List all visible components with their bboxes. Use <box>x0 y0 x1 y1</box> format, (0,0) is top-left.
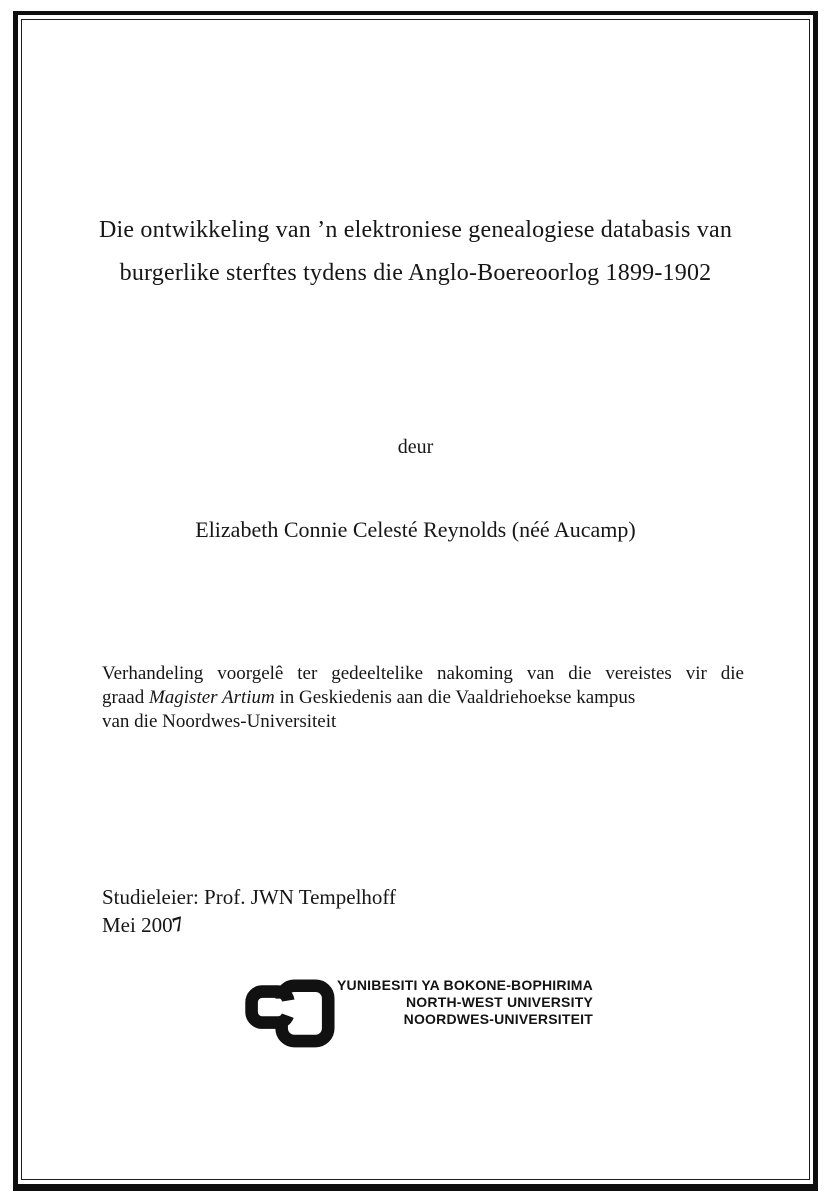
degree-statement-line2 <box>102 686 744 710</box>
degree-statement-line1: Verhandeling voorgelê ter gedeeltelike nakoming van die vereistes vir die <box>102 663 744 684</box>
degree-statement-line2-post: in Geskiedenis aan die Vaaldriehoekse kampus <box>274 687 636 708</box>
logo-line-afrikaans: NOORDWES-UNIVERSITEIT <box>403 1011 593 1027</box>
logo-line-setswana: YUNIBESITI YA BOKONE-BOPHIRIMA <box>337 977 593 993</box>
author-name: Elizabeth Connie Celesté Reynolds (néé Aucamp) <box>195 517 636 542</box>
degree-statement-line2-pre: graad <box>102 687 149 708</box>
date-line <box>102 911 396 939</box>
degree-name-italic: Magister Artium <box>148 687 275 708</box>
nwu-interlocked-links-icon <box>238 972 335 1048</box>
logo-line-english: NORTH-WEST UNIVERSITY <box>406 994 593 1010</box>
supervisor-block <box>102 883 396 939</box>
supervisor-line: Studieleier: Prof. JWN Tempelhoff <box>102 885 397 909</box>
degree-statement-line3: van die Noordwes-Universiteit <box>102 711 337 732</box>
university-logo <box>0 972 831 1048</box>
thesis-title-line2: burgerlike sterftes tydens die Anglo-Boereoorlog 1899-1902 <box>119 260 712 286</box>
date-prefix: Mei 200 <box>102 913 173 937</box>
degree-statement <box>102 662 744 734</box>
byline-label: deur <box>397 436 434 458</box>
university-logo-text <box>337 972 593 1028</box>
thesis-title-line1: Die ontwikkeling van ’n elektroniese genealogiese databasis van <box>98 217 733 243</box>
thesis-title <box>60 209 771 295</box>
date-last-digit: 7 <box>169 911 186 938</box>
